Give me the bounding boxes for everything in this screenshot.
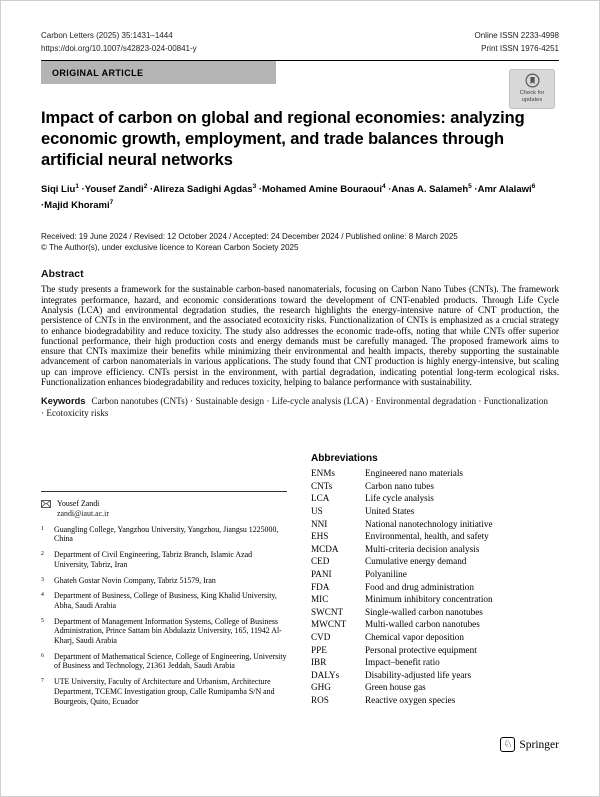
author-affiliation-sup: 3 bbox=[252, 183, 257, 190]
check-updates-label-line1: Check for bbox=[519, 90, 545, 96]
abbreviation-row: PPE Personal protective equipment bbox=[311, 644, 477, 655]
abbreviation-row: EHS Environmental, health, and safety bbox=[311, 531, 489, 542]
abbreviation-row: FDA Food and drug administration bbox=[311, 581, 474, 592]
correspondence-block bbox=[41, 499, 287, 518]
abbreviation-row: CVD Chemical vapor deposition bbox=[311, 632, 464, 642]
author-affiliation-sup: 4 bbox=[382, 183, 386, 190]
publisher-logo bbox=[500, 737, 559, 752]
abbreviations-column bbox=[311, 453, 559, 706]
corresponding-author-email[interactable]: zandi@iaut.ac.ir bbox=[57, 508, 109, 518]
abbreviation-row: MIC Minimum inhibitory concentration bbox=[311, 594, 493, 605]
author: Mohamed Amine Bouraoui$^4$ · bbox=[262, 184, 391, 195]
affiliation: 2 Department of Civil Engineering, Tabriz Branch, Islamic Azad University, Tabriz, Iran bbox=[41, 550, 253, 569]
affiliation: 7 UTE University, Faculty of Architecture and Urbanism, Architecture Department, TCEMC Investigation group, Calle Rumipamba S/N and Bourgeois, Quito, Ecuador bbox=[41, 677, 275, 706]
check-updates-label-line2: updates bbox=[521, 96, 543, 103]
journal-header bbox=[41, 29, 559, 55]
online-issn: Online ISSN 2233-4998 bbox=[474, 31, 559, 40]
affiliation: 4 Department of Business, College of Business, King Khalid University, Abha, Saudi Arabia bbox=[41, 591, 277, 610]
abbreviation-row: DALYs Disability-adjusted life years bbox=[311, 669, 472, 680]
abbreviations-heading: Abbreviations bbox=[311, 453, 378, 465]
doi-link[interactable]: https://doi.org/10.1007/s42823-024-00841-y bbox=[41, 44, 197, 53]
abbreviation-row: MWCNT Multi-walled carbon nanotubes bbox=[311, 619, 480, 630]
author-affiliation-sup: 6 bbox=[531, 183, 536, 190]
abbreviation-row: NNI National nanotechnology initiative bbox=[311, 518, 493, 529]
author: Siqi Liu$^1$ · bbox=[41, 184, 85, 195]
abbreviation-row: CED Cumulative energy demand bbox=[311, 556, 467, 567]
dates-line: Received: 19 June 2024 / Revised: 12 October 2024 / Accepted: 24 December 2024 / Published online: 8 March 2025 bbox=[41, 232, 458, 242]
publisher-name: Springer bbox=[519, 738, 559, 751]
author-affiliation-sup: 2 bbox=[143, 183, 148, 190]
page-title: Impact of carbon on global and regional economies: analyzing economic growth, employment, and trade balances through artificial neural networks bbox=[41, 109, 525, 169]
author: Yousef Zandi$^2$ · bbox=[85, 184, 153, 195]
abbreviation-row: LCA Life cycle analysis bbox=[311, 493, 434, 504]
journal-citation: Carbon Letters (2025) 35:1431–1444 bbox=[41, 31, 173, 40]
publication-history bbox=[41, 231, 559, 253]
author-affiliation-sup: 5 bbox=[468, 183, 472, 190]
check-for-updates-badge[interactable] bbox=[509, 69, 555, 109]
article-type-badge bbox=[41, 61, 276, 84]
abbreviation-row: GHG Green house gas bbox=[311, 682, 426, 693]
abbreviation-row: ROS Reactive oxygen species bbox=[311, 694, 456, 705]
keywords-text: Carbon nanotubes (CNTs) · Sustainable design · Life-cycle analysis (LCA) · Environmental degradation · Functionalization · Ecotoxicity risks bbox=[41, 396, 549, 418]
author-affiliation-sup: 1 bbox=[75, 183, 79, 190]
footer-columns bbox=[41, 453, 559, 706]
abbreviation-row: MCDA Multi-criteria decision analysis bbox=[311, 543, 480, 554]
author-list bbox=[41, 181, 553, 212]
affiliation: 5 Department of Management Information Systems, College of Business Administration, Prince Sattam bin Abdulaziz University, 165, 11942 Al-Kharj, Saudi Arabia bbox=[41, 616, 282, 646]
abbreviation-row: ENMs Engineered nano materials bbox=[311, 468, 463, 479]
footnote-rule bbox=[41, 491, 287, 492]
envelope-icon bbox=[41, 500, 51, 508]
author: Majid Khorami$^7$ bbox=[44, 198, 114, 211]
footnotes-column bbox=[41, 453, 287, 706]
author: Anas A. Salameh$^5$ · bbox=[391, 184, 477, 195]
abstract-body: The study presents a framework for the sustainable carbon-based nanomaterials, focusing on Carbon Nano Tubes (CNTs). The framework integrates performance, hazard, and economic considerations toward the development of CNT-enabled products. Through Life Cycle Analysis (LCA) and environmental degradation studies, the research highlights the energy-intensive nature of CNT production, the persistence of CNTs in the environment, and the associated ecotoxicity risks. Functionalization of CNTs is emphasized as a crucial strategy to enhance biodegradability and reduce toxicity. The study also addresses the economic trade-offs, noting that while CNTs offer superior functional performance, their high production costs and energy demands must be carefully managed. The proposed framework aims to ensure that CNTs maximize their benefits while minimizing their environmental and health impacts, thereby supporting the sustainable advancement of carbon nanomaterials in various applications. The study found that CNT production is highly energy-intensive, but scaling up can improve efficiency. CNTs persist in the environment, with partial degradation, indicating potential long-term ecological risks. Functionalization enhances biodegradability and reduces toxicity, helping to balance performance with sustainability. bbox=[41, 284, 559, 387]
abbreviation-row: CNTs Carbon nano tubes bbox=[311, 480, 434, 491]
springer-knight-icon: ♘ bbox=[500, 737, 515, 752]
keywords-label: Keywords bbox=[41, 396, 86, 407]
copyright-line: © The Author(s), under exclusive licence to Korean Carbon Society 2025 bbox=[41, 243, 299, 253]
affiliation: 1 Guangling College, Yangzhou University, Yangzhou, Jiangsu 1225000, China bbox=[41, 524, 279, 544]
abbreviation-row: SWCNT Single-walled carbon nanotubes bbox=[311, 606, 483, 617]
author: Alireza Sadighi Agdas$^3$ · bbox=[153, 184, 262, 195]
abbreviation-row: PANI Polyaniline bbox=[311, 569, 407, 580]
bookmark-circle-icon bbox=[525, 73, 540, 88]
corresponding-author-name: Yousef Zandi bbox=[57, 499, 100, 509]
keywords-block bbox=[41, 396, 553, 419]
affiliation: 6 Department of Mathematical Science, College of Engineering, University of Business and Technology, 21361 Jeddah, Saudi Arabia bbox=[41, 651, 287, 671]
abstract-heading: Abstract bbox=[41, 268, 84, 281]
abbreviation-row: US United States bbox=[311, 506, 415, 517]
affiliation: 3 Ghateh Gostar Novin Company, Tabriz 51579, Iran bbox=[41, 575, 216, 585]
author-affiliation-sup: 7 bbox=[109, 198, 114, 206]
print-issn: Print ISSN 1976-4251 bbox=[481, 44, 559, 53]
article-type-label: ORIGINAL ARTICLE bbox=[52, 68, 144, 78]
abbreviation-row: IBR Impact–benefit ratio bbox=[311, 657, 440, 668]
author: Amr Alalawi$^6$ · bbox=[41, 184, 535, 211]
